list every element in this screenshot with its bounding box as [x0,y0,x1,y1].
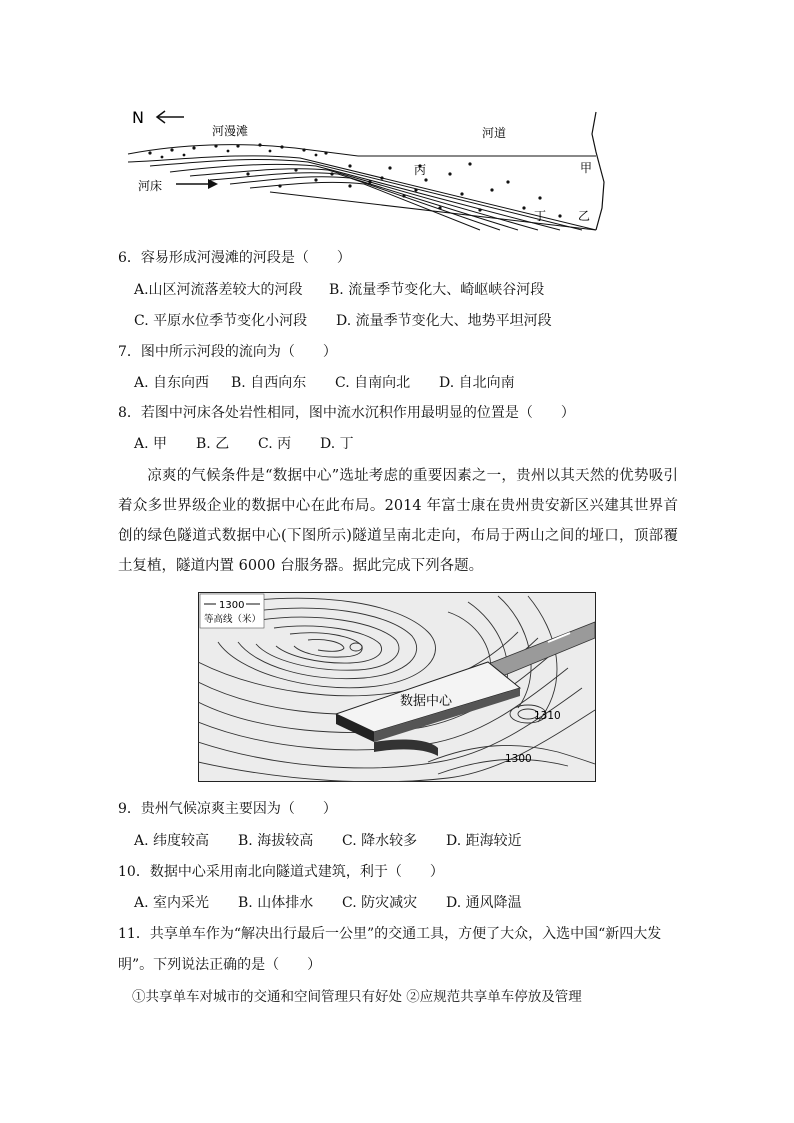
q7-option-b[interactable]: B. 自西向东 [231,375,307,391]
q7-option-a[interactable]: A. 自东向西 [134,375,210,391]
right-bank [592,112,604,230]
q8-option-a[interactable]: A. 甲 [134,436,168,452]
contour-label-1310: 1310 [534,710,561,722]
q8-option-b[interactable]: B. 乙 [196,436,230,452]
q6-option-b[interactable]: B. 流量季节变化大、崎岖峡谷河段 [329,282,545,298]
data-center-label: 数据中心 [400,694,453,709]
q11-statements: ①共享单车对城市的交通和空间管理只有好处 ②应规范共享单车停放及管理 [132,989,582,1005]
passage-text: 凉爽的气候条件是“数据中心”选址考虑的重要因素之一，贵州以其天然的优势吸引着众多世界级企业的数据中心在此布局。2014 年富士康在贵州贵安新区兴建其世界首创的绿色隧道式数据中心(下图所示)隧道呈南北走向，布局于两山之间的垭口，顶部覆土复植，隧道内置 6000 台服务器。据此完成下列各题。 [118,468,678,574]
flow-arrow-icon [176,179,218,189]
legend-contour-value: 1300 [219,600,245,611]
legend-contour-label: 等高线（米） [204,614,262,625]
data-center-map [198,592,596,782]
q6-option-c[interactable]: C. 平原水位季节变化小河段 [134,313,308,329]
river-section-figure [120,104,610,240]
q8-option-c[interactable]: C. 丙 [258,436,292,452]
riverbed-label: 河床 [138,179,163,193]
q8-stem: 8．若图中河床各处岩性相同，图中流水沉积作用最明显的位置是（ ） [118,405,575,421]
q11-stem-line1: 11．共享单车作为“解决出行最后一公里”的交通工具，方便了大众，入选中国“新四大发 [118,926,662,942]
q6-option-d[interactable]: D. 流量季节变化大、地势平坦河段 [336,313,552,329]
contour-label-1300: 1300 [505,753,532,765]
q8-options [134,435,354,453]
q10-option-b[interactable]: B. 山体排水 [238,895,314,911]
q8-option-d[interactable]: D. 丁 [320,436,354,452]
q10-options [134,894,522,912]
passage [118,461,678,581]
floodplain-label: 河漫滩 [212,124,249,138]
q9-option-c[interactable]: C. 降水较多 [342,833,418,849]
q6-options-row1 [134,281,544,299]
q7-option-c[interactable]: C. 自南向北 [335,375,411,391]
q10-option-d[interactable]: D. 通风降温 [446,895,522,911]
q6-option-a[interactable]: A.山区河流落差较大的河段 [134,282,303,298]
label-yi: 乙 [578,209,591,223]
q9-stem: 9．贵州气候凉爽主要因为（ ） [118,801,337,817]
label-jia: 甲 [580,161,593,175]
q10-option-c[interactable]: C. 防灾减灾 [342,895,418,911]
q11-stem-line2: 明”。下列说法正确的是（ ） [118,957,322,973]
q6-stem: 6．容易形成河漫滩的河段是（ ） [118,250,351,266]
q7-stem: 7．图中所示河段的流向为（ ） [118,344,337,360]
label-bing: 丙 [414,163,427,177]
sediment-layers [128,145,596,230]
north-arrow-icon [157,111,184,123]
q10-option-a[interactable]: A. 室内采光 [134,895,210,911]
north-label: N [132,108,144,127]
q9-option-a[interactable]: A. 纬度较高 [134,833,210,849]
label-ding: 丁 [534,209,547,223]
q7-option-d[interactable]: D. 自北向南 [439,375,515,391]
q10-stem: 10．数据中心采用南北向隧道式建筑，利于（ ） [118,864,444,880]
q9-option-d[interactable]: D. 距海较近 [446,833,522,849]
q6-options-row2 [134,312,552,330]
q7-options [134,374,515,392]
q9-options [134,832,522,850]
q9-option-b[interactable]: B. 海拔较高 [238,833,314,849]
channel-label: 河道 [482,126,507,140]
